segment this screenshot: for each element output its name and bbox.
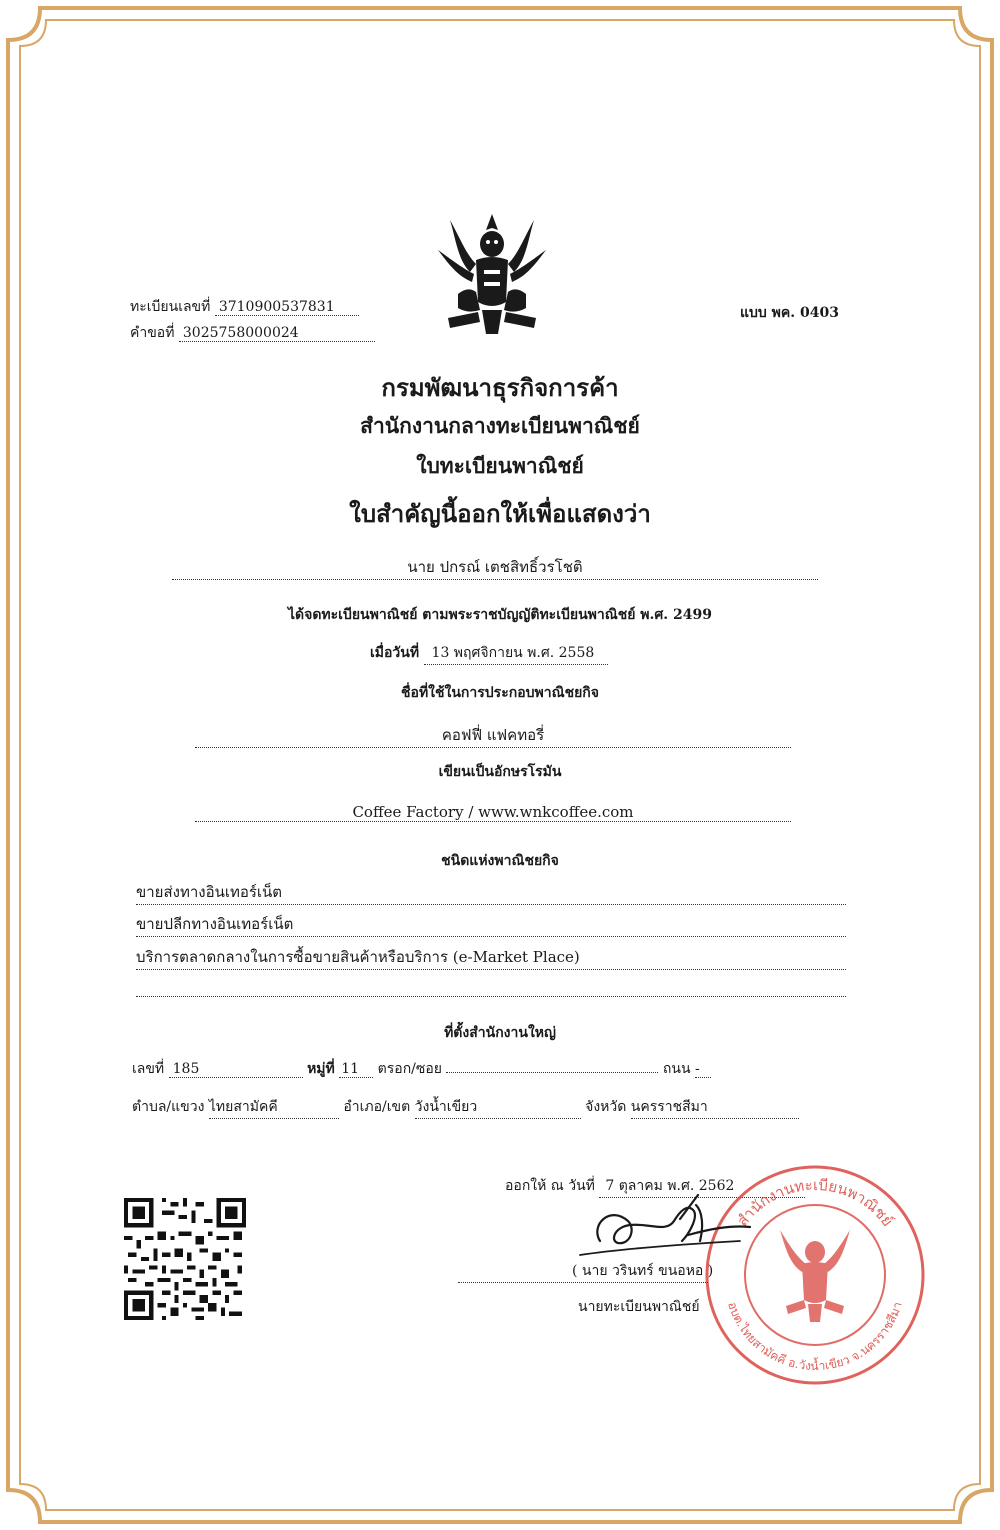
business-type-item: ขายปลีกทางอินเทอร์เน็ต xyxy=(136,912,846,937)
business-name-thai: คอฟฟี่ แฟคทอรี่ xyxy=(195,723,791,748)
tambon-label: ตำบล/แขวง xyxy=(132,1099,205,1115)
office-title: สำนักงานกลางทะเบียนพาณิชย์ xyxy=(360,413,640,438)
soi-value xyxy=(446,1072,658,1073)
owner-name: นาย ปกรณ์ เตชสิทธิ์วรโชติ xyxy=(172,555,818,580)
amphoe-label: อำเภอ/เขต xyxy=(343,1099,411,1115)
registration-number-row xyxy=(130,296,359,318)
registration-number-value: 3710900537831 xyxy=(215,299,359,316)
province-label: จังหวัด xyxy=(585,1099,627,1115)
moo-value: 11 xyxy=(339,1061,373,1078)
road-value: - xyxy=(695,1061,711,1078)
business-type-item: ขายส่งทางอินเทอร์เน็ต xyxy=(136,880,846,905)
statement-title: ใบสำคัญนี้ออกให้เพื่อแสดงว่า xyxy=(349,499,651,528)
business-name-roman: Coffee Factory / www.wnkcoffee.com xyxy=(195,803,791,822)
address-row-2 xyxy=(132,1096,799,1119)
road-label: ถนน xyxy=(662,1061,691,1077)
signature-line xyxy=(458,1268,708,1283)
officer-name: ( นาย วรินทร์ ขนอหอ ) xyxy=(572,1263,714,1279)
house-no-label: เลขที่ xyxy=(132,1061,165,1077)
seal-garuda-icon xyxy=(780,1230,850,1322)
roman-name-heading: เขียนเป็นอักษรโรมัน xyxy=(438,764,562,780)
seal-bottom-text: อบต.ไทยสามัคคี อ.วังน้ำเขียว จ.นครราชสีมา xyxy=(725,1300,905,1374)
registration-date-label: เมื่อวันที่ xyxy=(370,645,420,661)
registration-date-row xyxy=(370,642,608,665)
tambon-value: ไทยสามัคคี xyxy=(209,1096,339,1119)
seal-top-text: สำนักงานทะเบียนพาณิชย์ xyxy=(733,1175,897,1230)
form-code: แบบ พค. 0403 xyxy=(740,305,839,321)
head-office-heading: ที่ตั้งสำนักงานใหญ่ xyxy=(444,1025,556,1041)
amphoe-value: วังน้ำเขียว xyxy=(415,1096,581,1119)
soi-label: ตรอก/ซอย xyxy=(377,1061,442,1077)
business-type-heading: ชนิดแห่งพาณิชยกิจ xyxy=(441,853,559,869)
house-no-value: 185 xyxy=(169,1061,303,1078)
department-title: กรมพัฒนาธุรกิจการค้า xyxy=(381,373,619,402)
province-value: นครราชสีมา xyxy=(631,1096,799,1119)
registered-text: ได้จดทะเบียนพาณิชย์ ตามพระราชบัญญัติทะเบียนพาณิชย์ พ.ศ. 2499 xyxy=(288,607,712,623)
moo-label: หมู่ที่ xyxy=(307,1061,335,1077)
issue-date-value: 7 ตุลาคม พ.ศ. 2562 xyxy=(599,1175,805,1198)
address-row-1 xyxy=(132,1058,711,1080)
registration-date-value: 13 พฤศจิกายน พ.ศ. 2558 xyxy=(424,642,608,665)
business-type-item: บริการตลาดกลางในการซื้อขายสินค้าหรือบริการ (e-Market Place) xyxy=(136,945,846,970)
qr-code-icon xyxy=(124,1198,246,1320)
request-number-value: 3025758000024 xyxy=(179,325,375,342)
request-number-row xyxy=(130,322,375,344)
issue-date-label: ออกให้ ณ วันที่ xyxy=(505,1178,595,1194)
business-name-heading: ชื่อที่ใช้ในการประกอบพาณิชยกิจ xyxy=(401,685,599,701)
garuda-emblem-icon xyxy=(428,210,556,338)
certificate-title: ใบทะเบียนพาณิชย์ xyxy=(416,453,584,478)
request-number-label: คำขอที่ xyxy=(130,325,175,341)
registration-number-label: ทะเบียนเลขที่ xyxy=(130,299,211,315)
business-type-blank-line xyxy=(136,978,846,997)
officer-title: นายทะเบียนพาณิชย์ xyxy=(578,1299,700,1315)
